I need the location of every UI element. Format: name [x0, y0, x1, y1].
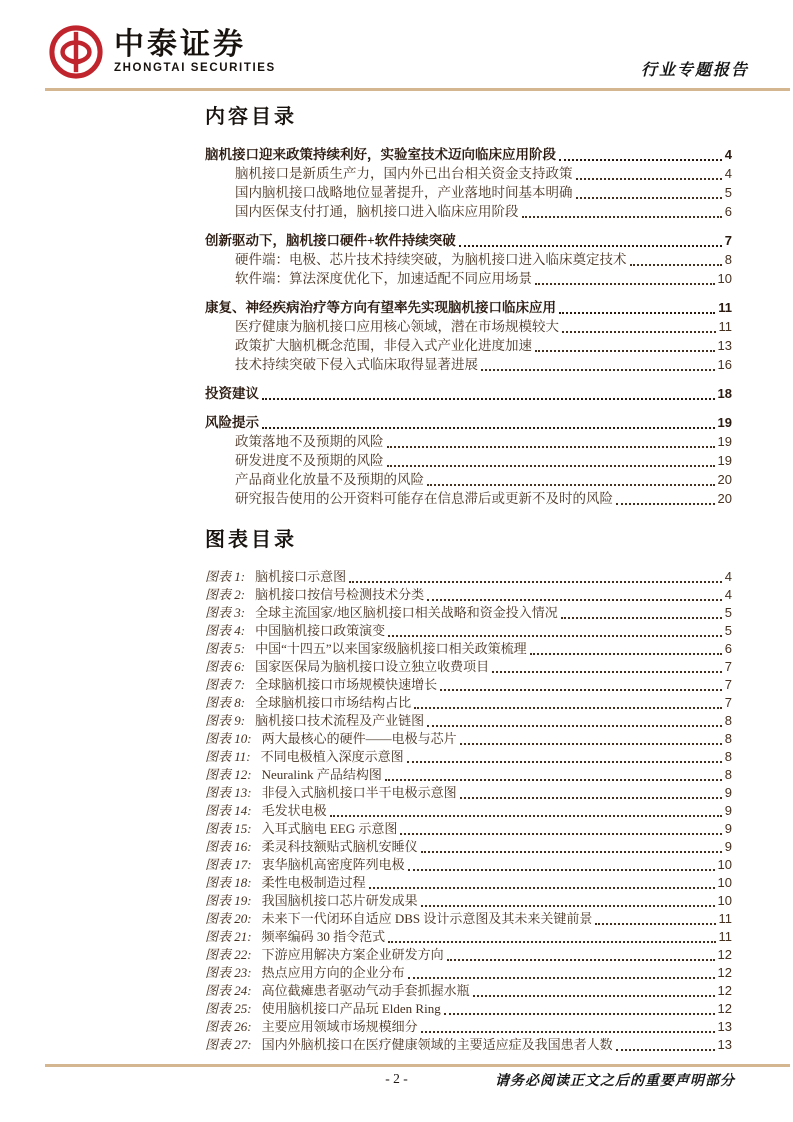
- toc-entry-page: 19: [717, 415, 732, 430]
- toc-entry-page: 20: [717, 472, 732, 487]
- toc-entry-text: 投资建议: [205, 386, 259, 401]
- figure-entry-label: 图表 3:: [205, 605, 246, 620]
- figure-entry-label: 图表 13:: [205, 785, 252, 800]
- figure-entry-label: 图表 9:: [205, 713, 246, 728]
- figure-toc-entry[interactable]: [205, 568, 732, 586]
- logo-text-cn: 中泰证券: [114, 28, 246, 61]
- figure-toc-entry[interactable]: [205, 748, 732, 766]
- logo-text: [114, 29, 276, 75]
- figure-entry-page: 5: [724, 605, 732, 620]
- figure-entry-label: 图表 22:: [205, 947, 252, 962]
- figure-entry-text: 国家医保局为脑机接口设立独立收费项目: [255, 659, 490, 674]
- toc-entry-text: 脑机接口是新质生产力，国内外已出台相关资金支持政策: [235, 166, 573, 181]
- dotted-leader: [330, 815, 722, 817]
- figure-entry-page: 6: [724, 641, 732, 656]
- dotted-leader: [616, 503, 715, 505]
- dotted-leader: [460, 797, 722, 799]
- figure-entry-page: 9: [724, 821, 732, 836]
- dotted-leader: [492, 671, 722, 673]
- toc-entry-text: 国内脑机接口战略地位显著提升，产业落地时间基本明确: [235, 185, 573, 200]
- figure-entry-text: 使用脑机接口产品玩 Elden Ring: [261, 1001, 441, 1016]
- logo-text-en: ZHONGTAI SECURITIES: [114, 62, 276, 74]
- figure-toc-entry[interactable]: [205, 892, 732, 910]
- figure-entry-page: 9: [724, 839, 732, 854]
- figure-entry-label: 图表 21:: [205, 929, 252, 944]
- dotted-leader: [385, 779, 722, 781]
- dotted-leader: [427, 484, 715, 486]
- toc-entry-text: 脑机接口迎来政策持续利好，实验室技术迈向临床应用阶段: [205, 147, 556, 162]
- content-toc-entry[interactable]: [205, 202, 732, 221]
- figure-entry-page: 8: [724, 713, 732, 728]
- toc-entry-page: 6: [724, 204, 732, 219]
- dotted-leader: [421, 905, 715, 907]
- figure-entry-page: 9: [724, 803, 732, 818]
- figure-toc-entry[interactable]: [205, 1018, 732, 1036]
- toc-entry-page: 7: [724, 233, 732, 248]
- figure-entry-label: 图表 17:: [205, 857, 252, 872]
- figure-entry-page: 12: [717, 947, 732, 962]
- figure-entry-page: 8: [724, 767, 732, 782]
- dotted-leader: [388, 941, 715, 943]
- dotted-leader: [459, 245, 722, 247]
- figure-entry-text: 中国“十四五”以来国家级脑机接口相关政策梳理: [255, 641, 527, 656]
- zhongtai-logo-icon: [48, 24, 104, 80]
- figure-entry-label: 图表 16:: [205, 839, 252, 854]
- content-toc-entry[interactable]: [205, 145, 732, 164]
- content-toc-list: [205, 145, 732, 508]
- dotted-leader: [387, 465, 715, 467]
- figure-entry-page: 11: [718, 929, 732, 944]
- figure-entry-page: 8: [724, 749, 732, 764]
- figure-toc-entry[interactable]: [205, 604, 732, 622]
- figure-entry-text: 柔灵科技额贴式脑机安睡仪: [261, 839, 418, 854]
- figure-entry-label: 图表 27:: [205, 1037, 252, 1052]
- toc-entry-text: 创新驱动下，脑机接口硬件+软件持续突破: [205, 233, 456, 248]
- dotted-leader: [460, 743, 722, 745]
- figure-toc-entry[interactable]: [205, 784, 732, 802]
- dotted-leader: [595, 923, 715, 925]
- figure-entry-text: 我国脑机接口芯片研发成果: [261, 893, 418, 908]
- toc-entry-text: 政策落地不及预期的风险: [235, 434, 384, 449]
- dotted-leader: [559, 312, 715, 314]
- figure-entry-page: 7: [724, 659, 732, 674]
- figure-entry-label: 图表 5:: [205, 641, 246, 656]
- figure-entry-page: 4: [724, 587, 732, 602]
- dotted-leader: [561, 617, 722, 619]
- toc-entry-page: 5: [724, 185, 732, 200]
- figure-entry-text: 衷华脑机高密度阵列电极: [261, 857, 405, 872]
- figure-toc-entry[interactable]: [205, 1036, 732, 1054]
- footer-page-number: - 2 -: [385, 1071, 408, 1086]
- figure-entry-page: 5: [724, 623, 732, 638]
- dotted-leader: [630, 264, 722, 266]
- figure-entry-text: 未来下一代闭环自适应 DBS 设计示意图及其未来关键前景: [261, 911, 593, 926]
- figure-entry-label: 图表 11:: [205, 749, 251, 764]
- figure-entry-label: 图表 1:: [205, 569, 246, 584]
- figure-entry-text: 不同电极植入深度示意图: [260, 749, 404, 764]
- footer-divider: [45, 1064, 790, 1067]
- figure-entry-text: Neuralink 产品结构图: [261, 767, 382, 782]
- figure-toc-title: 图表目录: [205, 529, 297, 551]
- figure-toc-entry[interactable]: [205, 820, 732, 838]
- content-toc-entry[interactable]: [205, 336, 732, 355]
- dotted-leader: [408, 869, 715, 871]
- figure-entry-label: 图表 8:: [205, 695, 246, 710]
- figure-toc-entry[interactable]: [205, 874, 732, 892]
- figure-entry-page: 10: [717, 893, 732, 908]
- toc-entry-page: 11: [718, 319, 732, 334]
- figure-entry-text: 主要应用领域市场规模细分: [261, 1019, 418, 1034]
- figure-entry-label: 图表 7:: [205, 677, 246, 692]
- toc-entry-text: 康复、神经疾病治疗等方向有望率先实现脑机接口临床应用: [205, 300, 556, 315]
- dotted-leader: [576, 197, 722, 199]
- content-toc-entry[interactable]: [205, 269, 732, 288]
- toc-entry-page: 20: [717, 491, 732, 506]
- toc-entry-page: 16: [717, 357, 732, 372]
- footer-disclaimer: 请务必阅读正文之后的重要声明部分: [495, 1074, 735, 1089]
- dotted-leader: [369, 887, 715, 889]
- figure-toc-entry[interactable]: [205, 910, 732, 928]
- dotted-leader: [262, 398, 715, 400]
- dotted-leader: [522, 216, 722, 218]
- content-toc-entry[interactable]: [205, 432, 732, 451]
- toc-entry-text: 技术持续突破下侵入式临床取得显著进展: [235, 357, 478, 372]
- toc-entry-page: 4: [724, 166, 732, 181]
- dotted-leader: [427, 599, 722, 601]
- figure-toc-entry[interactable]: [205, 694, 732, 712]
- figure-entry-text: 两大最核心的硬件——电极与芯片: [261, 731, 457, 746]
- report-type-label: 行业专题报告: [640, 62, 749, 79]
- figure-entry-text: 热点应用方向的企业分布: [261, 965, 405, 980]
- figure-entry-page: 13: [717, 1037, 732, 1052]
- dotted-leader: [414, 707, 722, 709]
- content-toc-entry[interactable]: [205, 355, 732, 374]
- figure-toc-entry[interactable]: [205, 856, 732, 874]
- toc-entry-text: 研究报告使用的公开资料可能存在信息滞后或更新不及时的风险: [235, 491, 613, 506]
- toc-entry-text: 风险提示: [205, 415, 259, 430]
- toc-entry-page: 11: [718, 300, 732, 315]
- figure-entry-text: 下游应用解决方案企业研发方向: [261, 947, 444, 962]
- content-toc-entry[interactable]: [205, 470, 732, 489]
- figure-toc-entry[interactable]: [205, 622, 732, 640]
- figure-toc-entry[interactable]: [205, 928, 732, 946]
- toc-entry-text: 软件端：算法深度优化下，加速适配不同应用场景: [235, 271, 532, 286]
- dotted-leader: [559, 159, 722, 161]
- dotted-leader: [400, 833, 721, 835]
- dotted-leader: [408, 977, 715, 979]
- figure-entry-page: 11: [718, 911, 732, 926]
- dotted-leader: [535, 350, 715, 352]
- figure-entry-page: 10: [717, 875, 732, 890]
- figure-entry-page: 7: [724, 677, 732, 692]
- figure-toc-entry[interactable]: [205, 838, 732, 856]
- toc-entry-page: 19: [717, 453, 732, 468]
- content-toc-title: 内容目录: [205, 106, 297, 128]
- figure-entry-label: 图表 12:: [205, 767, 252, 782]
- dotted-leader: [262, 427, 715, 429]
- figure-entry-page: 10: [717, 857, 732, 872]
- toc-entry-text: 政策扩大脑机概念范围，非侵入式产业化进度加速: [235, 338, 532, 353]
- figure-entry-text: 全球脑机接口市场规模快速增长: [255, 677, 438, 692]
- zhongtai-logo: [48, 24, 276, 80]
- figure-entry-text: 国内外脑机接口在医疗健康领域的主要适应症及我国患者人数: [261, 1037, 613, 1052]
- dotted-leader: [616, 1049, 715, 1051]
- toc-entry-page: 8: [724, 252, 732, 267]
- dotted-leader: [387, 446, 715, 448]
- dotted-leader: [444, 1013, 715, 1015]
- content-toc-entry[interactable]: [205, 250, 732, 269]
- content-toc-entry[interactable]: [205, 489, 732, 508]
- header-divider: [45, 88, 790, 91]
- figure-toc-entry[interactable]: [205, 946, 732, 964]
- figure-entry-label: 图表 10:: [205, 731, 252, 746]
- dotted-leader: [576, 178, 722, 180]
- toc-entry-page: 4: [724, 147, 732, 162]
- figure-entry-label: 图表 19:: [205, 893, 252, 908]
- figure-toc-entry[interactable]: [205, 676, 732, 694]
- figure-entry-text: 入耳式脑电 EEG 示意图: [261, 821, 398, 836]
- figure-entry-label: 图表 23:: [205, 965, 252, 980]
- figure-toc-entry[interactable]: [205, 658, 732, 676]
- figure-toc-entry[interactable]: [205, 586, 732, 604]
- figure-entry-text: 脑机接口技术流程及产业链图: [255, 713, 425, 728]
- figure-entry-label: 图表 20:: [205, 911, 252, 926]
- toc-entry-page: 13: [717, 338, 732, 353]
- figure-entry-label: 图表 2:: [205, 587, 246, 602]
- dotted-leader: [447, 959, 715, 961]
- figure-entry-label: 图表 15:: [205, 821, 252, 836]
- figure-entry-text: 中国脑机接口政策演变: [255, 623, 386, 638]
- figure-entry-label: 图表 26:: [205, 1019, 252, 1034]
- figure-toc-entry[interactable]: [205, 712, 732, 730]
- figure-toc-entry[interactable]: [205, 1000, 732, 1018]
- content-toc-entry[interactable]: [205, 298, 732, 317]
- figure-toc-entry[interactable]: [205, 730, 732, 748]
- content-toc-entry[interactable]: [205, 164, 732, 183]
- dotted-leader: [535, 283, 715, 285]
- toc-entry-text: 产品商业化放量不及预期的风险: [235, 472, 424, 487]
- figure-toc-entry[interactable]: [205, 766, 732, 784]
- dotted-leader: [473, 995, 715, 997]
- figure-entry-text: 非侵入式脑机接口半干电极示意图: [261, 785, 457, 800]
- figure-entry-text: 全球主流国家/地区脑机接口相关战略和资金投入情况: [255, 605, 558, 620]
- figure-entry-text: 毛发状电极: [261, 803, 327, 818]
- toc-entry-page: 18: [717, 386, 732, 401]
- content-toc-entry[interactable]: [205, 451, 732, 470]
- figure-entry-page: 12: [717, 983, 732, 998]
- figure-entry-label: 图表 4:: [205, 623, 246, 638]
- figure-toc-entry[interactable]: [205, 802, 732, 820]
- figure-toc-entry[interactable]: [205, 982, 732, 1000]
- figure-entry-label: 图表 24:: [205, 983, 252, 998]
- toc-entry-page: 19: [717, 434, 732, 449]
- dotted-leader: [388, 635, 722, 637]
- toc-entry-page: 10: [717, 271, 732, 286]
- figure-entry-page: 7: [724, 695, 732, 710]
- toc-entry-text: 硬件端：电极、芯片技术持续突破，为脑机接口进入临床奠定技术: [235, 252, 627, 267]
- dotted-leader: [562, 331, 716, 333]
- figure-entry-text: 脑机接口示意图: [255, 569, 347, 584]
- content-toc-entry[interactable]: [205, 384, 732, 403]
- figure-entry-page: 12: [717, 965, 732, 980]
- figure-entry-text: 频率编码 30 指令范式: [261, 929, 386, 944]
- figure-entry-page: 13: [717, 1019, 732, 1034]
- toc-entry-text: 国内医保支付打通，脑机接口进入临床应用阶段: [235, 204, 519, 219]
- figure-entry-text: 高位截瘫患者驱动气动手套抓握水瓶: [261, 983, 470, 998]
- dotted-leader: [407, 761, 722, 763]
- dotted-leader: [421, 851, 722, 853]
- figure-entry-text: 柔性电极制造过程: [261, 875, 366, 890]
- toc-entry-text: 研发进度不及预期的风险: [235, 453, 384, 468]
- figure-entry-page: 8: [724, 731, 732, 746]
- dotted-leader: [427, 725, 722, 727]
- dotted-leader: [481, 369, 715, 371]
- figure-toc-entry[interactable]: [205, 640, 732, 658]
- content-toc-entry[interactable]: [205, 231, 732, 250]
- content-toc-entry[interactable]: [205, 183, 732, 202]
- figure-entry-page: 9: [724, 785, 732, 800]
- toc-entry-text: 医疗健康为脑机接口应用核心领域，潜在市场规模较大: [235, 319, 559, 334]
- figure-entry-label: 图表 14:: [205, 803, 252, 818]
- figure-entry-page: 12: [717, 1001, 732, 1016]
- content-toc-entry[interactable]: [205, 413, 732, 432]
- figure-toc-list: [205, 568, 732, 1054]
- content-toc-entry[interactable]: [205, 317, 732, 336]
- dotted-leader: [530, 653, 722, 655]
- figure-entry-label: 图表 25:: [205, 1001, 252, 1016]
- dotted-leader: [349, 581, 722, 583]
- figure-entry-page: 4: [724, 569, 732, 584]
- figure-toc-entry[interactable]: [205, 964, 732, 982]
- dotted-leader: [421, 1031, 715, 1033]
- figure-entry-text: 全球脑机接口市场结构占比: [255, 695, 412, 710]
- toc-main: [205, 103, 732, 1054]
- figure-entry-label: 图表 6:: [205, 659, 246, 674]
- figure-entry-label: 图表 18:: [205, 875, 252, 890]
- dotted-leader: [440, 689, 722, 691]
- figure-entry-text: 脑机接口按信号检测技术分类: [255, 587, 425, 602]
